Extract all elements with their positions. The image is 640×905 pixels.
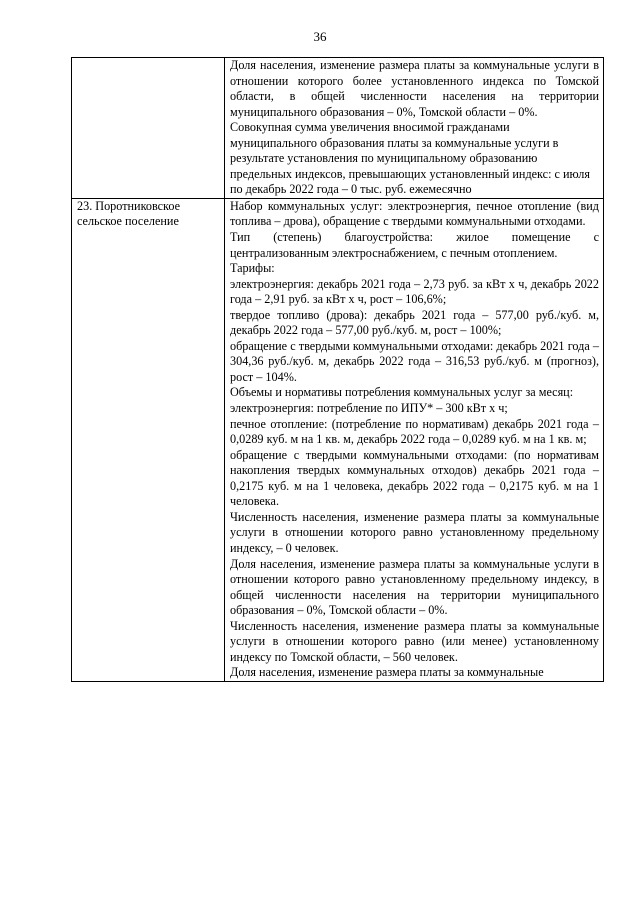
paragraph: Численность населения, изменение размера платы за коммунальные услуги в отношении которого равно (или менее) установленному индексу по Томской области, – 560 человек. [230, 618, 599, 664]
paragraph: печное отопление: (потребление по нормативам) декабрь 2021 года – 0,0289 куб. м на 1 кв. м, декабрь 2022 года – 0,0289 куб. м на 1 кв. м; [230, 416, 599, 447]
paragraph: Доля населения, изменение размера платы за коммунальные услуги в отношении которого равно установленному предельному индексу, в общей численности населения на территории муниципального образования – 0%, Томской области – 0%. [230, 556, 599, 618]
paragraph: электроэнергия: декабрь 2021 года – 2,73 руб. за кВт х ч, декабрь 2022 года – 2,91 руб. за кВт х ч, рост – 106,6%; [230, 276, 599, 307]
paragraph: обращение с твердыми коммунальными отходами: (по нормативам накопления твердых коммунальных отходов) декабрь 2021 года – 0,2175 куб. м на 1 человека, декабрь 2022 года – 0,2175 куб. м на 1 человека. [230, 447, 599, 509]
settlement-name-cell: 23. Поротниковское сельское поселение [72, 198, 225, 681]
paragraph: Набор коммунальных услуг: электроэнергия, печное отопление (вид топлива – дрова), обращение с твердыми коммунальными отходами. [230, 198, 599, 229]
paragraph: Совокупная сумма увеличения вносимой гражданами муниципального образования платы за коммунальные услуги в результате установления по муниципальному образованию предельных индексов, превышающих установленный индекс: с июля по декабрь 2022 года – 0 тыс. руб. ежемесячно [230, 120, 590, 197]
paragraph: Тип (степень) благоустройства: жилое помещение с централизованным электроснабжением, с печным отоплением. [230, 230, 599, 260]
paragraph: Тарифы: [230, 261, 275, 276]
page-number: 36 [313, 29, 327, 44]
paragraph: Доля населения, изменение размера платы за коммунальные [230, 665, 544, 680]
settlement-name-cell [72, 58, 225, 199]
description-cell [225, 198, 604, 681]
paragraph: Численность населения, изменение размера платы за коммунальные услуги в отношении которого равно установленному предельному индексу, – 0 человек. [230, 509, 599, 555]
paragraph: Объемы и нормативы потребления коммунальных услуг за месяц: [230, 385, 574, 400]
paragraph: Доля населения, изменение размера платы за коммунальные услуги в отношении которого более установленного индекса по Томской области, в общей численности населения на территории муниципального образования – 0%, Томской области – 0%. [230, 58, 599, 119]
paragraph: твердое топливо (дрова): декабрь 2021 года – 577,00 руб./куб. м, декабрь 2022 года – 577,00 руб./куб. м, рост – 100%; [230, 307, 599, 338]
paragraph: обращение с твердыми коммунальными отходами: декабрь 2021 года – 304,36 руб./куб. м, декабрь 2022 года – 316,53 руб./куб. м (прогноз), рост – 104%. [230, 338, 599, 384]
paragraph: электроэнергия: потребление по ИПУ* – 300 кВт х ч; [230, 401, 508, 416]
table-row [72, 58, 604, 199]
table-row [72, 198, 604, 681]
tariff-table [71, 57, 604, 682]
description-cell [225, 58, 604, 199]
